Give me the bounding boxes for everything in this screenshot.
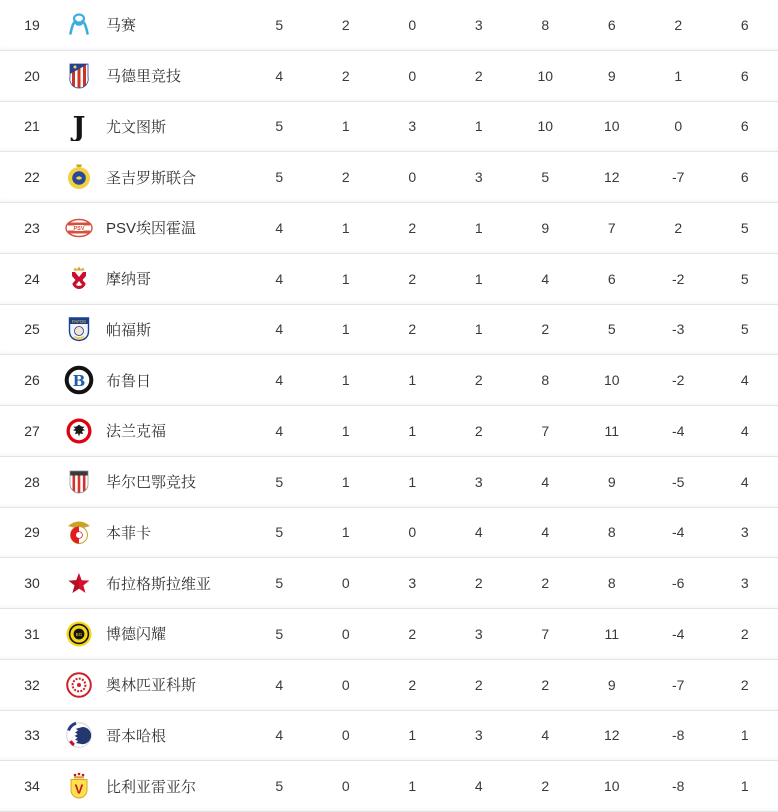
table-row: [0, 508, 778, 559]
team-cell[interactable]: [64, 61, 246, 91]
team-cell[interactable]: [64, 314, 246, 344]
svg-text:PAFOS: PAFOS: [72, 319, 86, 325]
table-row: [0, 711, 778, 762]
rank-cell: [0, 271, 64, 287]
stat-goal-diff: 2: [674, 16, 683, 33]
stats-cells: [246, 677, 778, 693]
stat-played: 5: [275, 169, 284, 186]
juventus-crest-icon: [64, 111, 94, 141]
rank-number: 33: [24, 727, 40, 744]
stat-wins: 0: [341, 575, 350, 592]
stat-draws: 2: [408, 321, 417, 338]
table-row: [0, 761, 778, 812]
table-row: [0, 0, 778, 51]
stat-points: 6: [740, 169, 749, 186]
stat-played: 5: [275, 16, 284, 33]
stat-draws: 1: [408, 372, 417, 389]
stat-goal-diff: -8: [672, 727, 685, 744]
team-name: 哥本哈根: [106, 727, 167, 745]
team-name: 博德闪耀: [106, 626, 167, 644]
stats-cells: [246, 372, 778, 388]
rank-cell: [0, 118, 64, 134]
rank-number: 27: [24, 422, 40, 439]
stat-points: 3: [740, 575, 749, 592]
rank-number: 21: [24, 118, 40, 135]
stat-goal-diff: 1: [674, 67, 683, 84]
stat-points: 4: [740, 473, 749, 490]
stat-goals-against: 12: [603, 169, 620, 186]
team-name: 摩纳哥: [106, 271, 152, 289]
stat-goal-diff: -4: [672, 524, 685, 541]
stat-wins: 0: [341, 625, 350, 642]
stat-played: 4: [275, 321, 284, 338]
svg-text:BG: BG: [75, 631, 83, 637]
stat-wins: 0: [341, 676, 350, 693]
table-row: [0, 457, 778, 508]
monaco-crest-icon: [64, 264, 94, 294]
stat-points: 1: [740, 727, 749, 744]
stat-draws: 1: [408, 473, 417, 490]
stat-goals-for: 7: [541, 625, 550, 642]
team-cell[interactable]: [64, 670, 246, 700]
team-name: 本菲卡: [106, 524, 152, 542]
stat-draws: 2: [408, 270, 417, 287]
stats-cells: [246, 220, 778, 236]
team-cell[interactable]: [64, 111, 246, 141]
stat-draws: 3: [408, 118, 417, 135]
rank-number: 30: [24, 575, 40, 592]
table-row: [0, 558, 778, 609]
stat-wins: 1: [341, 372, 350, 389]
stat-goals-against: 10: [603, 778, 620, 795]
stat-played: 5: [275, 524, 284, 541]
svg-text:J: J: [72, 112, 86, 142]
stat-goals-for: 4: [541, 270, 550, 287]
table-row: [0, 254, 778, 305]
stat-played: 4: [275, 727, 284, 744]
rank-cell: [0, 169, 64, 185]
table-row: [0, 609, 778, 660]
stats-cells: [246, 118, 778, 134]
rank-cell: [0, 626, 64, 642]
stat-goals-against: 8: [607, 575, 616, 592]
stats-cells: [246, 626, 778, 642]
stat-points: 2: [740, 625, 749, 642]
stats-cells: [246, 321, 778, 337]
stat-losses: 2: [474, 372, 483, 389]
stats-cells: [246, 727, 778, 743]
stat-goal-diff: -4: [672, 625, 685, 642]
stat-points: 4: [740, 372, 749, 389]
stats-cells: [246, 68, 778, 84]
team-name: 毕尔巴鄂竞技: [106, 474, 197, 492]
frankfurt-crest-icon: [64, 416, 94, 446]
rank-number: 23: [24, 219, 40, 236]
stat-losses: 4: [474, 778, 483, 795]
stat-played: 5: [275, 118, 284, 135]
stat-goals-for: 2: [541, 778, 550, 795]
pafos-crest-icon: [64, 314, 94, 344]
stat-points: 2: [740, 676, 749, 693]
rank-cell: [0, 220, 64, 236]
stat-wins: 1: [341, 270, 350, 287]
stat-goals-against: 11: [604, 625, 620, 642]
team-cell[interactable]: [64, 568, 246, 598]
rank-cell: [0, 372, 64, 388]
stats-cells: [246, 524, 778, 540]
union-sg-crest-icon: [64, 162, 94, 192]
villarreal-crest-icon: [64, 771, 94, 801]
stat-goals-against: 5: [607, 321, 616, 338]
stat-losses: 1: [474, 321, 483, 338]
team-cell[interactable]: [64, 619, 246, 649]
stat-draws: 0: [408, 524, 417, 541]
copenhagen-crest-icon: [64, 720, 94, 750]
olympiacos-crest-icon: [64, 670, 94, 700]
team-cell[interactable]: [64, 517, 246, 547]
stat-played: 4: [275, 372, 284, 389]
stat-goal-diff: -2: [672, 270, 685, 287]
stat-played: 4: [275, 219, 284, 236]
team-cell[interactable]: [64, 213, 246, 243]
stat-losses: 3: [474, 625, 483, 642]
stat-played: 5: [275, 473, 284, 490]
team-name: 马赛: [106, 17, 137, 35]
table-row: [0, 152, 778, 203]
rank-cell: [0, 17, 64, 33]
stat-draws: 1: [408, 422, 417, 439]
stat-losses: 2: [474, 676, 483, 693]
stats-cells: [246, 169, 778, 185]
rank-number: 32: [24, 676, 40, 693]
stats-cells: [246, 271, 778, 287]
stat-goals-for: 7: [541, 422, 550, 439]
team-cell[interactable]: [64, 365, 246, 395]
stat-draws: 3: [408, 575, 417, 592]
stat-losses: 1: [474, 270, 483, 287]
rank-cell: [0, 524, 64, 540]
stat-goal-diff: -7: [672, 676, 685, 693]
stat-wins: 1: [341, 422, 350, 439]
stat-points: 4: [740, 422, 749, 439]
stat-played: 5: [275, 778, 284, 795]
stat-wins: 0: [341, 778, 350, 795]
stat-played: 4: [275, 270, 284, 287]
stat-goal-diff: -8: [672, 778, 685, 795]
rank-number: 34: [24, 778, 40, 795]
stat-points: 5: [740, 219, 749, 236]
slavia-crest-icon: [64, 568, 94, 598]
stat-wins: 1: [341, 219, 350, 236]
team-name: 法兰克福: [106, 423, 167, 441]
team-name: 尤文图斯: [106, 118, 167, 136]
team-cell[interactable]: [64, 10, 246, 40]
rank-number: 31: [24, 625, 40, 642]
stat-draws: 1: [408, 778, 417, 795]
rank-number: 24: [24, 270, 40, 287]
rank-cell: [0, 321, 64, 337]
stats-cells: [246, 575, 778, 591]
stat-losses: 2: [474, 575, 483, 592]
stat-goals-for: 8: [541, 372, 550, 389]
stats-cells: [246, 17, 778, 33]
rank-cell: [0, 677, 64, 693]
stat-draws: 0: [408, 67, 417, 84]
stat-draws: 0: [408, 169, 417, 186]
stat-losses: 3: [474, 727, 483, 744]
stat-goals-for: 4: [541, 727, 550, 744]
stat-played: 4: [275, 676, 284, 693]
stat-played: 5: [275, 575, 284, 592]
stat-wins: 1: [341, 524, 350, 541]
stat-points: 6: [740, 16, 749, 33]
stat-wins: 1: [341, 473, 350, 490]
stat-goals-for: 4: [541, 524, 550, 541]
brugge-crest-icon: [64, 365, 94, 395]
stat-goals-against: 6: [607, 16, 616, 33]
stat-goals-for: 10: [537, 118, 554, 135]
stat-points: 5: [740, 321, 749, 338]
stat-losses: 3: [474, 16, 483, 33]
team-name: 奥林匹亚科斯: [106, 677, 197, 695]
stat-goals-against: 10: [603, 372, 620, 389]
stat-goals-against: 7: [607, 219, 616, 236]
stat-points: 6: [740, 118, 749, 135]
stats-cells: [246, 778, 778, 794]
rank-cell: [0, 68, 64, 84]
stat-goals-against: 10: [603, 118, 620, 135]
stat-draws: 2: [408, 219, 417, 236]
table-row: [0, 51, 778, 102]
team-name: PSV埃因霍温: [106, 220, 197, 238]
table-row: [0, 102, 778, 153]
marseille-crest-icon: [64, 10, 94, 40]
rank-cell: [0, 474, 64, 490]
stat-goal-diff: -3: [672, 321, 685, 338]
team-cell[interactable]: [64, 771, 246, 801]
team-cell[interactable]: [64, 264, 246, 294]
svg-text:V: V: [74, 781, 84, 797]
stat-played: 5: [275, 625, 284, 642]
stat-played: 4: [275, 422, 284, 439]
stat-wins: 2: [341, 169, 350, 186]
stat-points: 5: [740, 270, 749, 287]
benfica-crest-icon: [64, 517, 94, 547]
stat-losses: 1: [474, 118, 483, 135]
stat-goals-for: 2: [541, 321, 550, 338]
stat-goals-against: 12: [603, 727, 620, 744]
stat-losses: 3: [474, 169, 483, 186]
stat-goals-against: 8: [607, 524, 616, 541]
rank-number: 29: [24, 524, 40, 541]
rank-number: 28: [24, 473, 40, 490]
rank-number: 22: [24, 169, 40, 186]
table-row: [0, 406, 778, 457]
stat-draws: 2: [408, 625, 417, 642]
stat-goals-for: 2: [541, 575, 550, 592]
team-name: 比利亚雷亚尔: [106, 778, 197, 796]
stat-losses: 1: [474, 219, 483, 236]
rank-cell: [0, 575, 64, 591]
stat-draws: 0: [408, 16, 417, 33]
svg-text:PSV: PSV: [73, 225, 85, 232]
table-row: [0, 305, 778, 356]
rank-number: 20: [24, 67, 40, 84]
stat-wins: 2: [341, 67, 350, 84]
stat-points: 3: [740, 524, 749, 541]
stat-losses: 2: [474, 422, 483, 439]
psv-crest-icon: [64, 213, 94, 243]
stat-losses: 2: [474, 67, 483, 84]
stat-goals-against: 9: [607, 473, 616, 490]
stat-goal-diff: -6: [672, 575, 685, 592]
rank-number: 25: [24, 321, 40, 338]
bodo-glimt-crest-icon: [64, 619, 94, 649]
team-cell[interactable]: [64, 467, 246, 497]
stat-wins: 2: [341, 16, 350, 33]
stat-goals-for: 9: [541, 219, 550, 236]
stat-goal-diff: 2: [674, 219, 683, 236]
team-name: 帕福斯: [106, 321, 152, 339]
stats-cells: [246, 423, 778, 439]
rank-number: 19: [24, 16, 40, 33]
stat-goals-against: 9: [607, 67, 616, 84]
bilbao-crest-icon: [64, 467, 94, 497]
stat-goals-for: 5: [541, 169, 550, 186]
rank-cell: [0, 727, 64, 743]
svg-text:B: B: [72, 372, 86, 391]
stat-draws: 1: [408, 727, 417, 744]
stat-goals-for: 4: [541, 473, 550, 490]
stat-goal-diff: -5: [672, 473, 685, 490]
stat-goals-against: 11: [604, 422, 620, 439]
table-row: [0, 355, 778, 406]
stat-played: 4: [275, 67, 284, 84]
table-row: [0, 203, 778, 254]
stat-wins: 0: [341, 727, 350, 744]
team-name: 布鲁日: [106, 372, 152, 390]
rank-cell: [0, 778, 64, 794]
stat-goal-diff: -4: [672, 422, 685, 439]
team-cell[interactable]: [64, 720, 246, 750]
rank-cell: [0, 423, 64, 439]
stat-losses: 3: [474, 473, 483, 490]
table-row: [0, 660, 778, 711]
rank-number: 26: [24, 372, 40, 389]
stat-losses: 4: [474, 524, 483, 541]
team-cell[interactable]: [64, 162, 246, 192]
stat-points: 1: [740, 778, 749, 795]
stat-goals-for: 2: [541, 676, 550, 693]
stat-draws: 2: [408, 676, 417, 693]
stat-goals-for: 10: [537, 67, 554, 84]
stat-goals-against: 9: [607, 676, 616, 693]
stat-goals-for: 8: [541, 16, 550, 33]
stat-wins: 1: [341, 118, 350, 135]
stats-cells: [246, 474, 778, 490]
team-name: 马德里竞技: [106, 68, 182, 86]
team-name: 圣吉罗斯联合: [106, 169, 197, 187]
stat-goal-diff: 0: [674, 118, 683, 135]
stat-goal-diff: -7: [672, 169, 685, 186]
stat-goals-against: 6: [607, 270, 616, 287]
stat-points: 6: [740, 67, 749, 84]
team-cell[interactable]: [64, 416, 246, 446]
atletico-crest-icon: [64, 61, 94, 91]
team-name: 布拉格斯拉维亚: [106, 575, 212, 593]
stat-wins: 1: [341, 321, 350, 338]
stat-goal-diff: -2: [672, 372, 685, 389]
